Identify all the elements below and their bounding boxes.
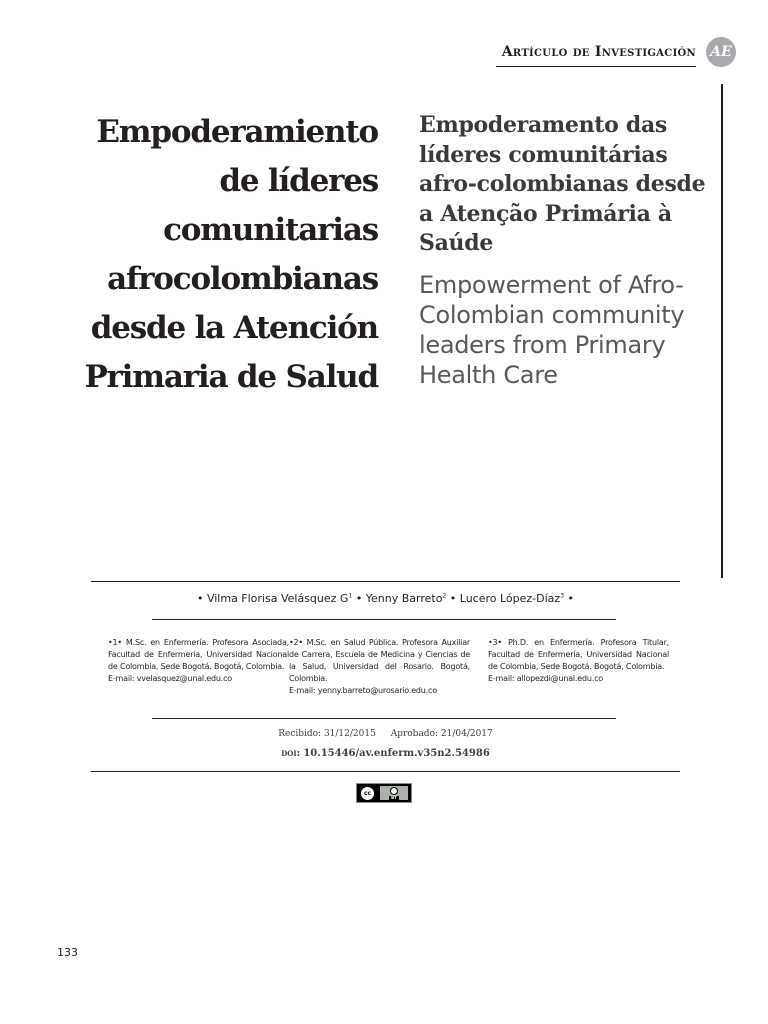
affiliation-email: E-mail: allopezdi@unal.edu.co [488,674,603,683]
author-name: Yenny Barreto [365,592,443,605]
received-date: Recibido: 31/12/2015 [278,729,376,739]
doi-value[interactable]: 10.15446/av.enferm.v35n2.54986 [303,748,490,759]
author-list: • Vilma Florisa Velásquez $G^1$ • Yenny Barreto$^2$ • Lucero López-Díaz$^3$ • [196,592,575,605]
affiliation-number: •1• [108,638,122,647]
approved-date: Aprobado: 21/04/2017 [390,729,493,739]
section-label: Artículo de Investigación [501,44,696,60]
cc-icon: cc [360,786,375,801]
cc-by-license-badge[interactable] [356,783,412,803]
affiliation-text: M.Sc. en Salud Pública. Profesora Auxiliar de Carrera, Escuela de Medicina y Ciencias de la Salud, Universidad del Rosario. Bogotá, Colombia. [289,638,470,683]
affiliation-text: Ph.D. en Enfermería. Profesora Titular, Facultad de Enfermería, Universidad Nacional de Colombia, Sede Bogotá. Bogotá, Colombia. [488,638,669,671]
author-ref: 3 [560,592,565,600]
author-ref: 1 [348,592,353,600]
title-english: Empowerment of Afro-Colombian community leaders from Primary Health Care [419,271,685,389]
divider-bottom [91,771,680,772]
affiliation-2 [289,637,470,697]
page-number: 133 [57,946,78,959]
vertical-rule [721,84,723,578]
by-panel [380,786,408,800]
title-portuguese: Empoderamento das líderes comunitárias afro-colombianas desde a Atenção Primária à Saúde [419,112,706,256]
title-spanish: Empoderamiento de líderes comunitarias afrocolombianas desde la Atención Primaria de Salud [84,114,378,395]
affiliation-number: •3• [488,638,502,647]
person-icon [390,787,398,795]
affiliation-text: M.Sc. en Enfermería. Profesora Asociada, Facultad de Enfermería, Universidad Nacional de Colombia, Sede Bogotá. Bogotá, Colombia. [108,638,289,671]
affiliation-email: E-mail: yenny.barreto@urosario.edu.co [289,686,437,695]
divider-authors [152,619,616,620]
affiliation-number: •2• [289,638,303,647]
divider-affiliations [152,718,616,719]
affiliation-3 [488,637,669,685]
affiliation-email: E-mail: vvelasquez@unal.edu.co [108,674,232,683]
dates-line [91,729,680,739]
author-name: Vilma Florisa Velásquez G [206,592,349,605]
by-label: BY [391,794,397,800]
journal-logo: AE [706,37,736,67]
author-name: Lucero López-Díaz [459,592,561,605]
doi-line [91,748,680,759]
header-rule [496,66,696,67]
affiliation-1 [108,637,289,685]
divider-top [91,581,680,582]
doi-label: doi: [281,748,301,759]
author-ref: 2 [442,592,447,600]
